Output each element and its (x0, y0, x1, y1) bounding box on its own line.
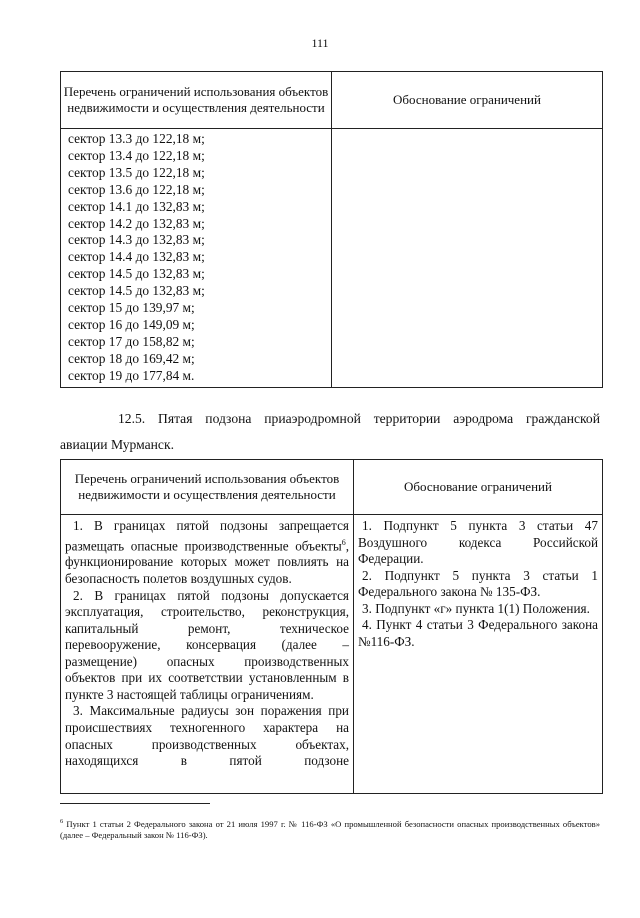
sector-line: сектор 18 до 169,42 м; (68, 350, 195, 366)
sector-line: сектор 13.6 до 122,18 м; (68, 181, 205, 197)
table-row (61, 129, 603, 388)
footnote-marker: 6 (60, 818, 64, 825)
sector-line: сектор 13.5 до 122,18 м; (68, 164, 205, 180)
footnote-divider (60, 803, 210, 804)
sector-line: сектор 15 до 139,97 м; (68, 300, 195, 316)
sector-line: сектор 14.4 до 132,83 м; (68, 249, 205, 265)
justification-cell-empty (332, 129, 603, 388)
justification-item: 3. Подпункт «г» пункта 1(1) Положения. (362, 600, 590, 616)
justification-item: 1. Подпункт 5 пункта 3 статьи 47 Воздушного кодекса Российской Федерации. (358, 518, 598, 567)
restriction-1-text-a: 1. В границах пятой подзоны запрещается размещать опасные производственные объекты (65, 518, 349, 553)
table-row (61, 515, 603, 794)
sector-line: сектор 17 до 158,82 м; (68, 333, 195, 349)
header-justification: Обоснование ограничений (332, 72, 603, 129)
sector-line: сектор 14.1 до 132,83 м; (68, 198, 205, 214)
table-header-row (61, 72, 603, 129)
sector-line: сектор 13.3 до 122,18 м; (68, 131, 205, 146)
footnote-ref: 6 (341, 537, 346, 547)
fifth-subzone-table (60, 459, 603, 794)
sector-line: сектор 13.4 до 122,18 м; (68, 147, 205, 163)
justification-cell (354, 515, 603, 794)
table-header-row (61, 460, 603, 515)
restrictions-table-continued (60, 71, 603, 388)
header-justification: Обоснование ограничений (354, 460, 603, 515)
sector-line: сектор 14.2 до 132,83 м; (68, 215, 205, 231)
header-restrictions-list: Перечень ограничений использования объектов недвижимости и осуществления деятельности (61, 72, 332, 129)
sectors-cell (61, 129, 332, 388)
justification-item: 4. Пункт 4 статьи 3 Федерального закона №116-ФЗ. (358, 617, 598, 649)
restriction-1-text-b: , функционирование которых может повлиять на безопасность полетов воздушных судов. (65, 537, 349, 587)
page-number: 111 (311, 36, 329, 50)
sector-line: сектор 14.3 до 132,83 м; (68, 232, 205, 248)
justification-list (354, 515, 602, 793)
footnote-text: Пункт 1 статьи 2 Федерального закона от 21 июля 1997 г. № 116-ФЗ «О промышленной безопасности опасных производственных объектов» (далее – Федеральный закон № 116-ФЗ). (60, 818, 600, 840)
sector-line: сектор 16 до 149,09 м; (68, 316, 195, 332)
footnote (60, 816, 600, 841)
restriction-paragraph-3: 3. Максимальные радиусы зон поражения при происшествиях техногенного характера на опасных производственных объектах, находящихся в пятой подзоне (65, 703, 349, 769)
section-heading-line2: авиации Мурманск. (60, 437, 174, 452)
sector-list (61, 129, 331, 387)
justification-item: 2. Подпункт 5 пункта 3 статьи 1 Федерального закона № 135-ФЗ. (358, 567, 598, 600)
sector-line: сектор 14.5 до 132,83 м; (68, 266, 205, 282)
restrictions-cell (61, 515, 354, 794)
section-heading-line1: 12.5. Пятая подзона приаэродромной территории аэродрома гражданской (118, 411, 600, 426)
sector-line: сектор 14.5 до 132,83 м; (68, 283, 205, 299)
header-restrictions-list: Перечень ограничений использования объектов недвижимости и осуществления деятельности (61, 460, 354, 515)
sector-line: сектор 19 до 177,84 м. (68, 367, 195, 383)
restrictions-text (61, 515, 353, 793)
restriction-paragraph-2: 2. В границах пятой подзоны допускается эксплуатация, строительство, реконструкция, капитальный ремонт, техническое перевооружение, консервация (далее – размещение) опасных производственных объектов при их соответствии установленным в пункте 3 настоящей таблицы ограничениям. (65, 587, 349, 702)
restriction-paragraph-1 (65, 518, 349, 588)
